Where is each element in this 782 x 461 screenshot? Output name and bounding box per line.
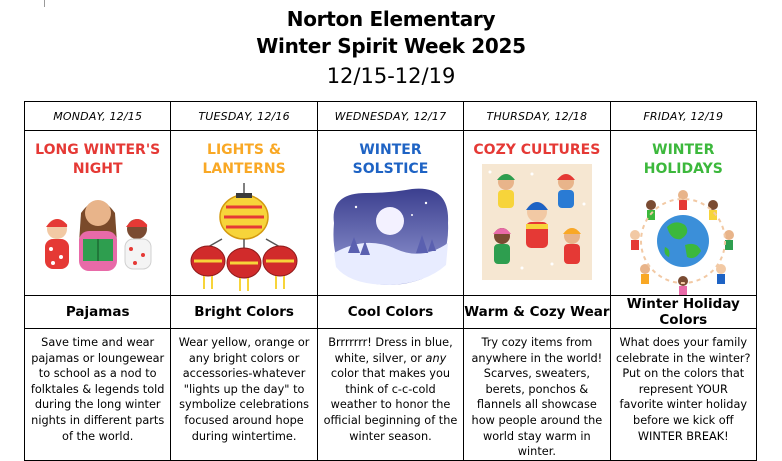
winter-solstice-illustration — [326, 183, 454, 287]
kids-around-globe-illustration — [621, 183, 745, 295]
attire-monday: Pajamas — [25, 296, 171, 329]
description-wednesday-part1: Brrrrrrr! Dress in blue, white, silver, or — [328, 336, 453, 365]
theme-cell-wednesday — [317, 131, 463, 296]
theme-cell-tuesday — [171, 131, 317, 296]
event-title: Winter Spirit Week 2025 — [256, 34, 526, 58]
attire-friday: Winter Holiday Colors — [610, 296, 756, 329]
theme-title-thursday: COZY CULTURES — [473, 142, 601, 158]
attire-tuesday: Bright Colors — [171, 296, 317, 329]
theme-cell-monday — [25, 131, 171, 296]
day-row — [25, 102, 757, 131]
description-friday: What does your family celebrate in the winter? Put on the colors that represent YOUR favorite winter holiday before we kick off WINTER BREAK! — [610, 329, 756, 461]
day-tuesday: TUESDAY, 12/16 — [171, 102, 317, 131]
attire-thursday: Warm & Cozy Wear — [464, 296, 610, 329]
description-wednesday — [317, 329, 463, 461]
description-wednesday-part2: color that makes you think of c-c-cold weather to honor the official beginning of the winter season. — [323, 367, 458, 443]
day-wednesday: WEDNESDAY, 12/17 — [317, 102, 463, 131]
theme-title-wednesday: WINTER SOLSTICE — [352, 142, 429, 177]
pajama-kids-illustration — [33, 183, 163, 277]
day-friday: FRIDAY, 12/19 — [610, 102, 756, 131]
description-monday: Save time and wear pajamas or loungewear to school as a nod to folktales & legends told during the long winter nights in different parts of the world. — [25, 329, 171, 461]
description-thursday: Try cozy items from anywhere in the world! Scarves, sweaters, berets, ponchos & flannels all showcase how people around the world stay warm in winter. — [464, 329, 610, 461]
theme-cell-thursday — [464, 131, 610, 296]
theme-cell-friday — [610, 131, 756, 296]
cozy-kids-illustration — [482, 164, 592, 280]
description-tuesday: Wear yellow, orange or any bright colors or accessories-whatever "lights up the day" to symbolize celebrations focused around hope during wintertime. — [171, 329, 317, 461]
description-wednesday-emphasis: any — [425, 351, 447, 365]
date-range: 12/15-12/19 — [326, 64, 456, 88]
theme-title-tuesday: LIGHTS & LANTERNS — [202, 142, 286, 177]
description-row — [25, 329, 757, 461]
attire-wednesday: Cool Colors — [317, 296, 463, 329]
theme-title-friday: WINTER HOLIDAYS — [643, 142, 723, 177]
school-name: Norton Elementary — [286, 7, 496, 31]
lanterns-illustration — [184, 183, 304, 293]
day-thursday: THURSDAY, 12/18 — [464, 102, 610, 131]
spirit-week-schedule — [24, 101, 757, 461]
theme-row — [25, 131, 757, 296]
day-monday: MONDAY, 12/15 — [25, 102, 171, 131]
attire-row — [25, 296, 757, 329]
flyer-header — [0, 6, 782, 90]
theme-title-monday: LONG WINTER'S NIGHT — [35, 142, 161, 177]
